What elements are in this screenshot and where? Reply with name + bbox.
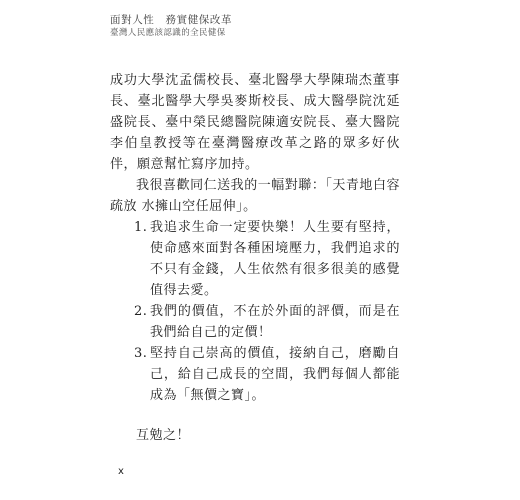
page-number: x xyxy=(118,466,124,477)
list-item xyxy=(110,343,400,406)
list-item-number: 1. xyxy=(134,220,148,235)
running-header xyxy=(110,13,232,39)
acknowledgement-paragraph: 成功大學沈孟儒校長、臺北醫學大學陳瑞杰董事長、臺北醫學大學吳麥斯校長、成大醫學院沈延盛院長、臺中榮民總醫院陳適安院長、臺大醫院李伯皇教授等在臺灣醫療改革之路的眾多好伙伴，願意幫忙寫序加持。 xyxy=(110,73,400,172)
header-subtitle: 臺灣人民應該認識的全民健保 xyxy=(110,28,226,38)
list-item xyxy=(110,301,400,343)
list-item-number: 2. xyxy=(134,304,148,319)
list-item xyxy=(110,217,400,301)
body-text xyxy=(110,70,400,446)
list-item-text: 我們的價值，不在於外面的評價，而是在我們給自己的定價！ xyxy=(150,304,400,340)
closing-line: 互勉之！ xyxy=(136,428,191,443)
list-item-number: 3. xyxy=(134,346,148,361)
list-item-text: 堅持自己崇高的價值，接納自己，磨勵自己，給自己成長的空間，我們每個人都能成為「無價之寶」。 xyxy=(150,346,400,403)
couplet-paragraph: 我很喜歡同仁送我的一幅對聯：「天青地白容疏放 水擁山空任屈伸」。 xyxy=(110,178,400,214)
reason-list xyxy=(110,217,400,406)
list-item-text: 我追求生命一定要快樂！人生要有堅持，使命感來面對各種困境壓力，我們追求的不只有金錢，人生依然有很多很美的感覺值得去愛。 xyxy=(150,220,400,298)
header-title: 面對人性 務實健保改革 xyxy=(110,14,233,26)
